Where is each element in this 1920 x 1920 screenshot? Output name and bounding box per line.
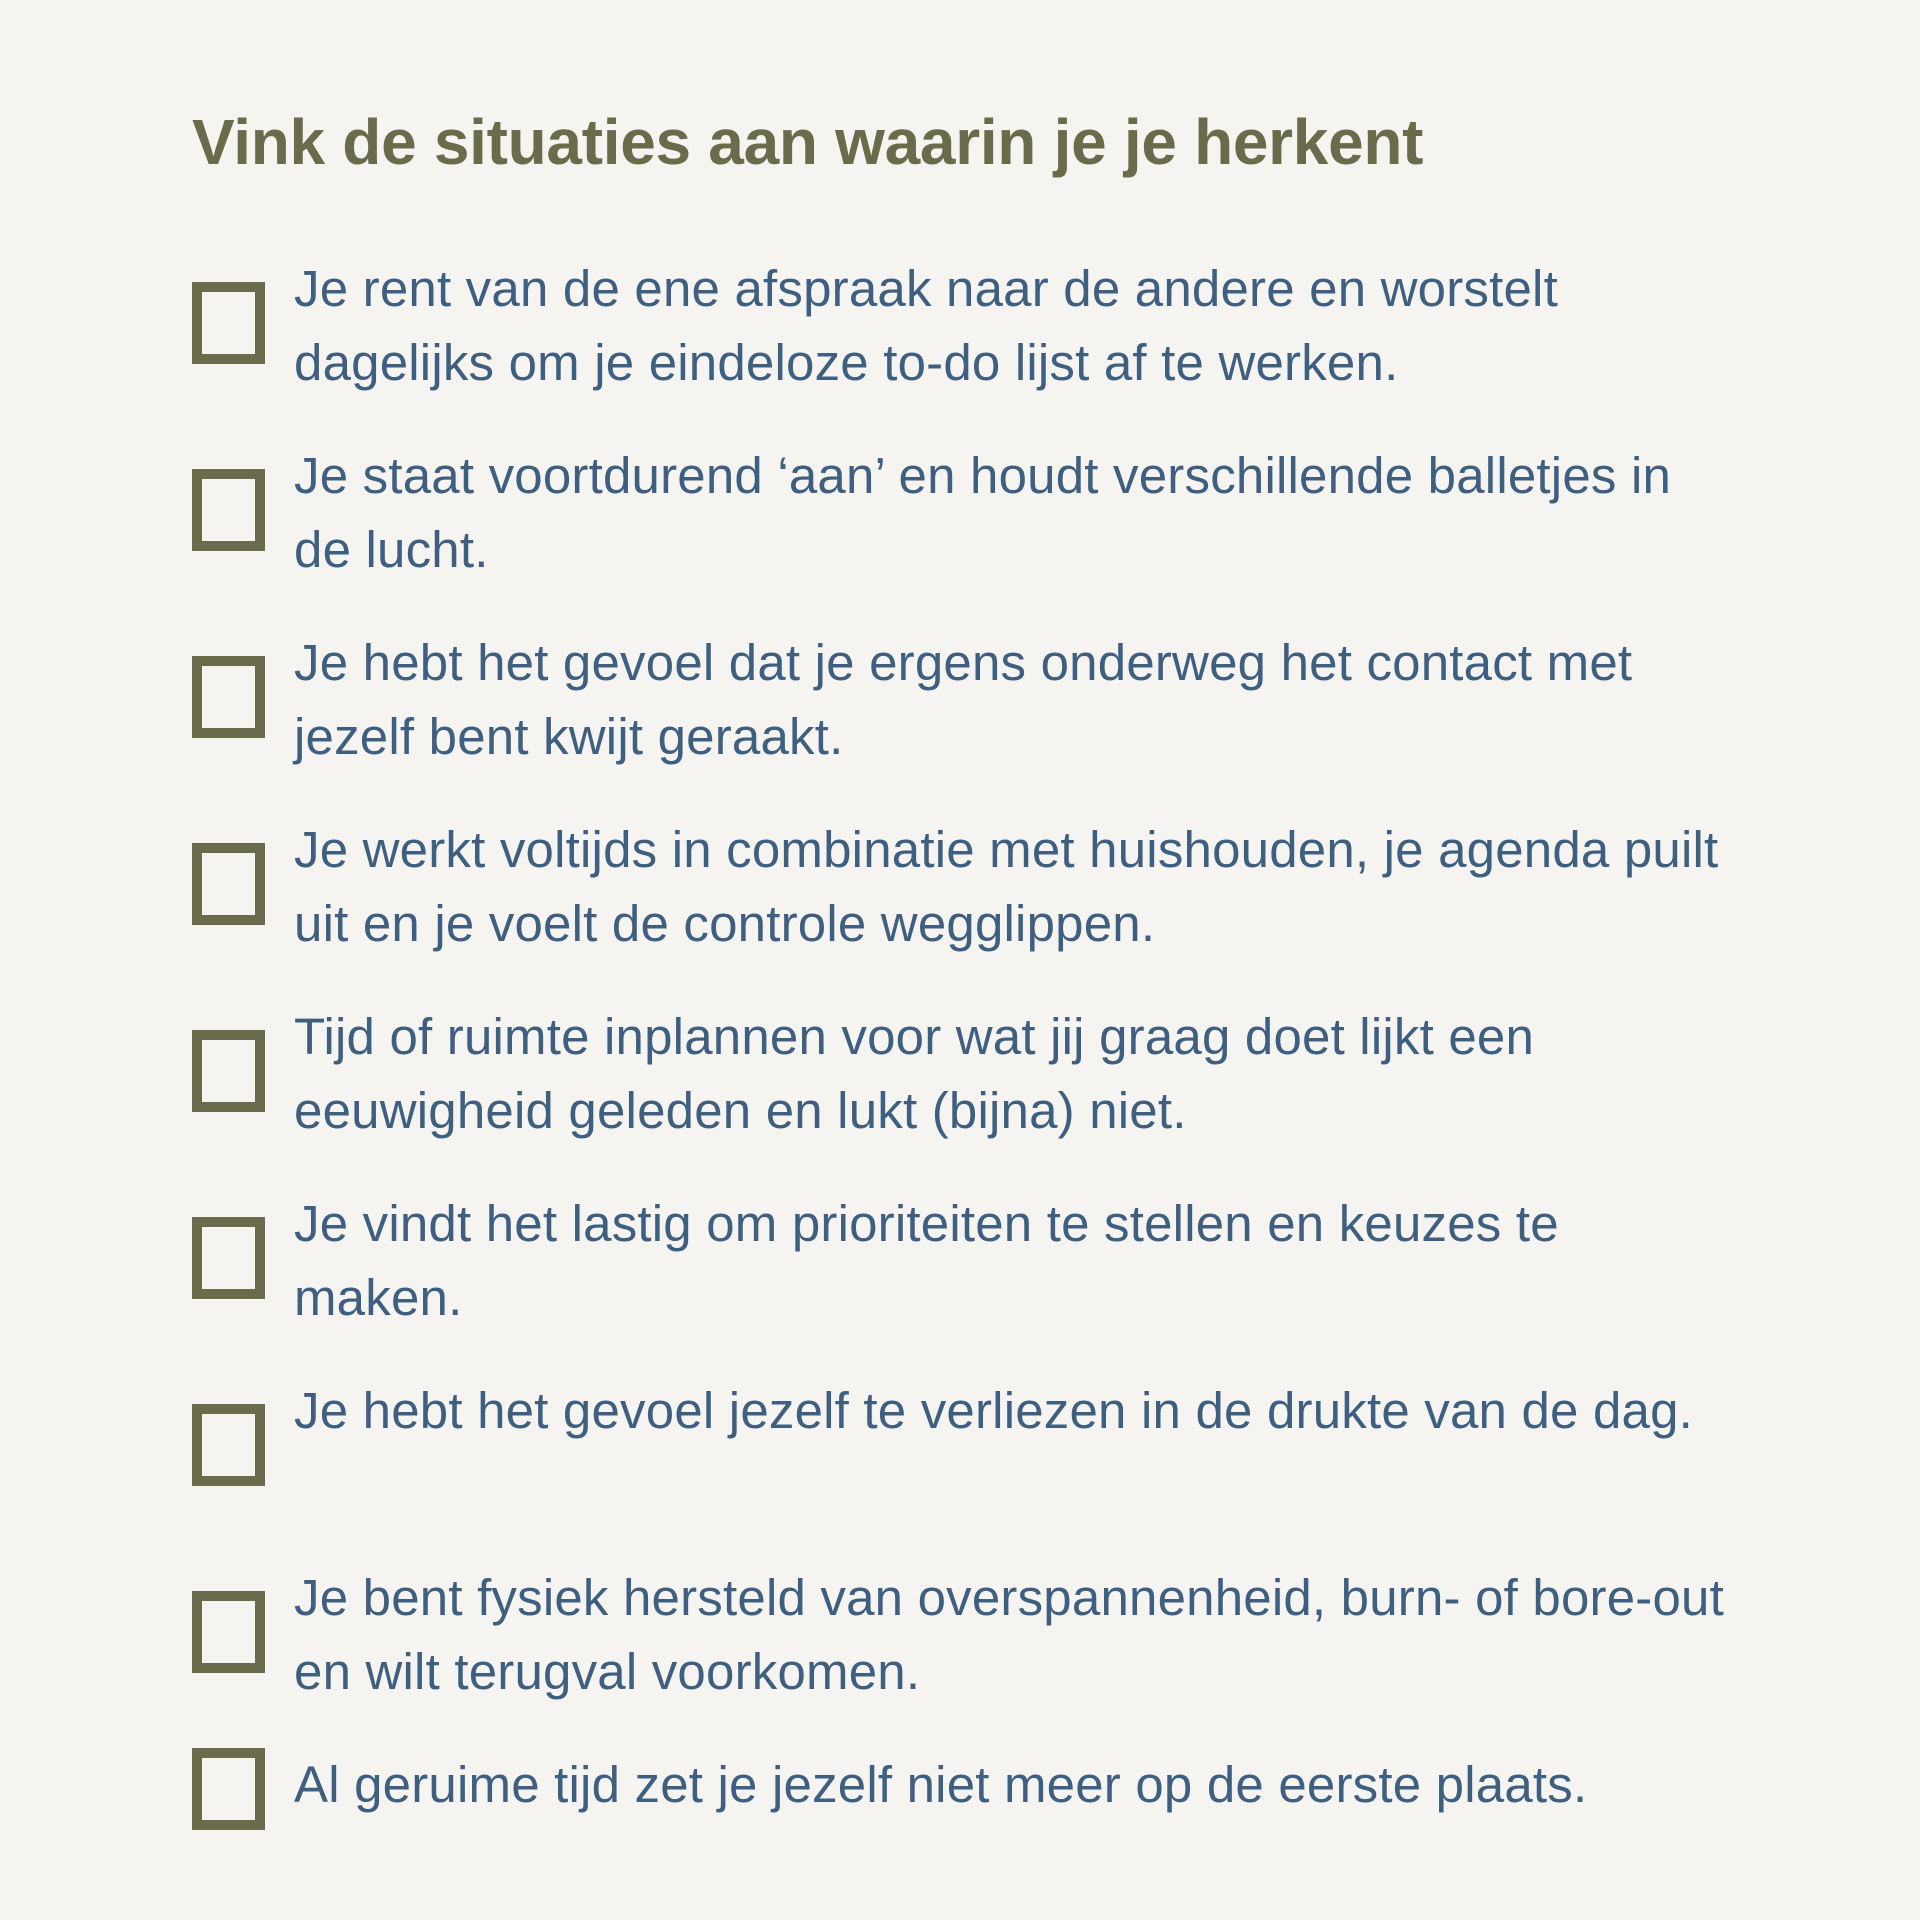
checkbox[interactable] xyxy=(192,1591,265,1673)
checklist-item-text: Tijd of ruimte inplannen voor wat jij graag doet lijkt een eeuwigheid geleden en lukt (bijna) niet. xyxy=(294,1008,1535,1139)
checkbox[interactable] xyxy=(192,469,265,551)
checklist-item-text: Al geruime tijd zet je jezelf niet meer op de eerste plaats. xyxy=(294,1756,1588,1813)
page-title: Vink de situaties aan waarin je je herkent xyxy=(192,106,1424,178)
checklist-item-text: Je vindt het lastig om prioriteiten te stellen en keuzes te maken. xyxy=(294,1195,1559,1326)
checkbox[interactable] xyxy=(192,1748,265,1830)
checklist-item-text: Je hebt het gevoel jezelf te verliezen in de drukte van de dag. xyxy=(294,1382,1694,1439)
checklist-item-text: Je rent van de ene afspraak naar de andere en worstelt dagelijks om je eindeloze to-do lijst af te werken. xyxy=(294,260,1558,391)
checkbox[interactable] xyxy=(192,656,265,738)
checklist-item-text: Je hebt het gevoel dat je ergens onderweg het contact met jezelf bent kwijt geraakt. xyxy=(294,634,1633,765)
checklist-item[interactable] xyxy=(192,1187,1752,1337)
checklist-item[interactable] xyxy=(192,1374,1752,1524)
checklist-item[interactable] xyxy=(192,439,1752,589)
checklist-item-text: Je bent fysiek hersteld van overspannenheid, burn- of bore-out en wilt terugval voorkomen. xyxy=(294,1569,1724,1700)
checklist-item[interactable] xyxy=(192,252,1752,402)
checklist-item-text: Je werkt voltijds in combinatie met huishouden, je agenda puilt uit en je voelt de controle wegglippen. xyxy=(294,821,1719,952)
checklist-item-text: Je staat voortdurend ‘aan’ en houdt verschillende balletjes in de lucht. xyxy=(294,447,1672,578)
checklist-item[interactable] xyxy=(192,626,1752,776)
checkbox[interactable] xyxy=(192,1030,265,1112)
checkbox[interactable] xyxy=(192,282,265,364)
checklist-item[interactable] xyxy=(192,813,1752,963)
checkbox[interactable] xyxy=(192,1404,265,1486)
checklist-item[interactable] xyxy=(192,1748,1752,1898)
checkbox[interactable] xyxy=(192,1217,265,1299)
checklist-item[interactable] xyxy=(192,1000,1752,1150)
checkbox[interactable] xyxy=(192,843,265,925)
checklist-item[interactable] xyxy=(192,1561,1752,1711)
